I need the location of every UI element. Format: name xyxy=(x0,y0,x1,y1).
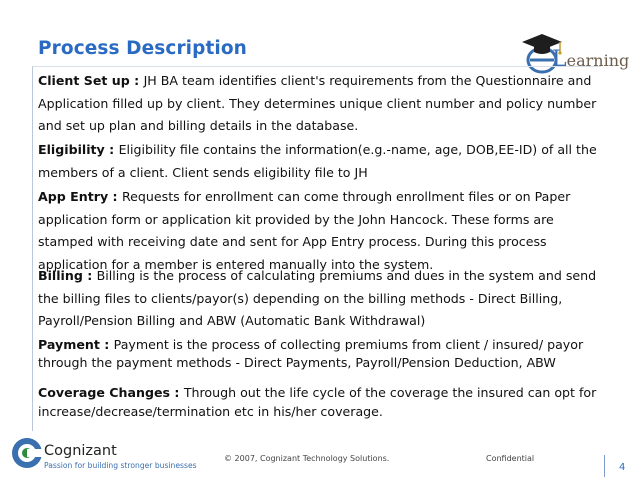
section-billing xyxy=(38,265,603,333)
section-coverage-changes xyxy=(38,383,603,421)
slide-title: Process Description xyxy=(38,38,247,59)
section-label: Coverage Changes : xyxy=(38,385,184,400)
section-text: JH BA team identifies client's requirements from the Questionnaire and Application filled up by client. They determines unique client number and policy number and set up plan and billing details in the database. xyxy=(38,73,597,133)
section-text: Through out the life cycle of the coverage the insured can opt for increase/decrease/termination etc in his/her coverage. xyxy=(38,385,597,419)
section-client-setup xyxy=(38,70,603,138)
confidential-label: Confidential xyxy=(486,454,535,463)
section-app-entry xyxy=(38,186,603,276)
section-text: Payment is the process of collecting premiums from client / insured/ payor through the payment methods - Direct Payments, Payroll/Pension Deduction, ABW xyxy=(38,337,584,370)
page-number: 4 xyxy=(619,462,626,473)
section-label: App Entry : xyxy=(38,189,122,204)
copyright-text: © 2007, Cognizant Technology Solutions. xyxy=(224,454,390,463)
brand-tagline: Passion for building stronger businesses xyxy=(44,461,197,470)
section-label: Billing : xyxy=(38,268,97,283)
section-text: Eligibility file contains the information(e.g.-name, age, DOB,EE-ID) of all the members of a client. Client sends eligibility file to JH xyxy=(38,142,597,180)
page-divider xyxy=(604,455,605,477)
elearning-initial: L xyxy=(552,47,567,72)
section-label: Payment : xyxy=(38,337,114,352)
elearning-rest: earning xyxy=(566,51,630,70)
section-payment xyxy=(38,336,603,372)
section-text: Requests for enrollment can come through enrollment files or on Paper application form or application kit provided by the John Hancock. These forms are stamped with receiving date and sent for App Entry process. During this process application for a member is entered manually into the system. xyxy=(38,189,571,272)
section-label: Eligibility : xyxy=(38,142,119,157)
brand-name: Cognizant xyxy=(44,443,117,459)
section-text: Billing is the process of calculating premiums and dues in the system and send the billing files to clients/payor(s) depending on the billing methods - Direct Billing, Payroll/Pension Billing and ABW (Automatic Bank Withdrawal) xyxy=(38,268,597,328)
section-eligibility xyxy=(38,139,603,184)
section-label: Client Set up : xyxy=(38,73,144,88)
cognizant-mark-icon xyxy=(10,434,44,472)
